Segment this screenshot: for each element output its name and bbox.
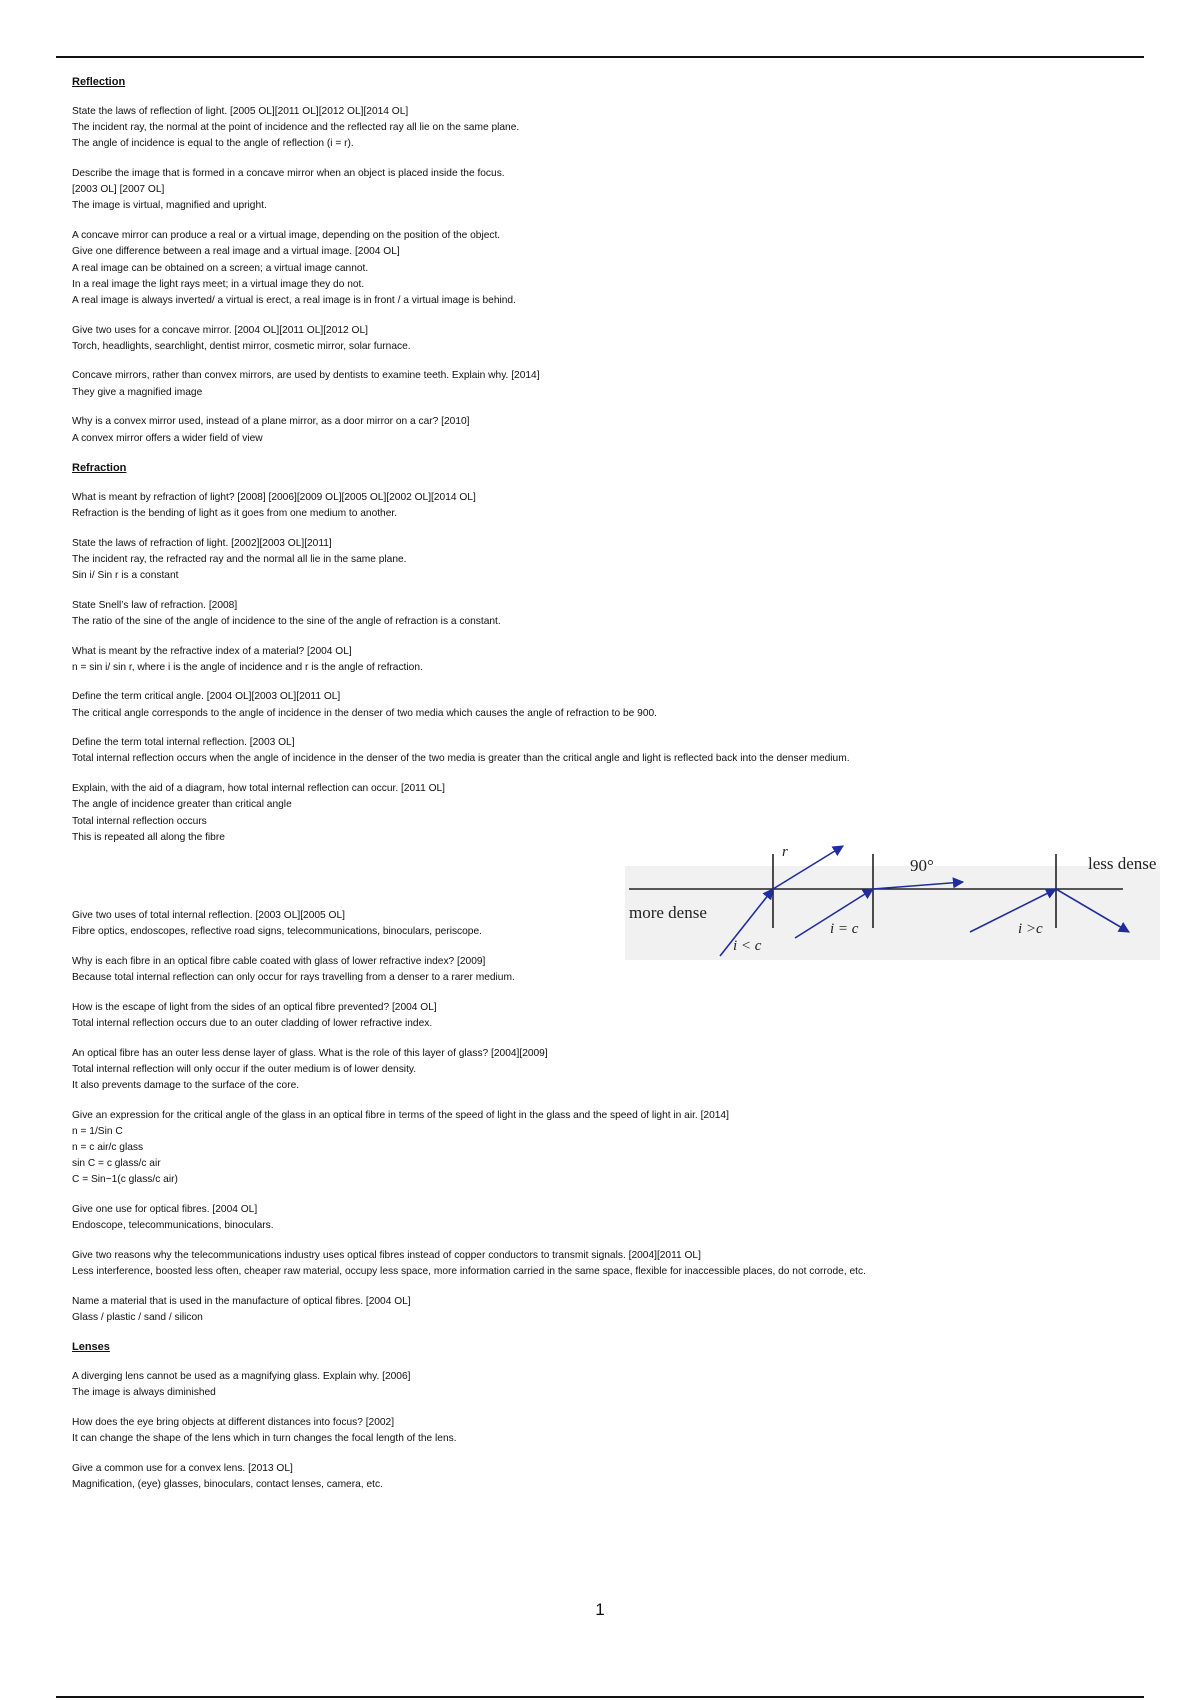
answer-line: n = c air/c glass xyxy=(72,1142,144,1153)
answer-line: Total internal reflection occurs due to an outer cladding of lower refractive index. xyxy=(72,1017,433,1029)
answer-line: Sin i/ Sin r is a constant xyxy=(72,569,179,581)
qa-block xyxy=(72,1461,1132,1493)
label-90: 90° xyxy=(910,856,934,875)
top-rule xyxy=(56,56,1144,58)
question-line: How does the eye bring objects at different distances into focus? [2002] xyxy=(72,1417,395,1429)
answer-line: n = 1/Sin C xyxy=(72,1125,123,1137)
answer-line: Torch, headlights, searchlight, dentist mirror, cosmetic mirror, solar furnace. xyxy=(72,340,411,352)
answer-line: This is repeated all along the fibre xyxy=(72,831,225,843)
qa-block xyxy=(72,1415,1132,1447)
qa-block xyxy=(72,1108,1132,1189)
qa-block xyxy=(72,323,1132,355)
answer-line: Magnification, (eye) glasses, binoculars, contact lenses, camera, etc. xyxy=(72,1479,383,1491)
qa-block xyxy=(72,1046,1132,1095)
answer-line: The image is always diminished xyxy=(72,1387,216,1399)
qa-block xyxy=(72,1000,1132,1032)
question-line: Describe the image that is formed in a concave mirror when an object is placed inside the focus. xyxy=(72,168,505,180)
page-number: 1 xyxy=(595,1600,605,1619)
answer-line: n = sin i/ sin r, where i is the angle of incidence and r is the angle of refraction. xyxy=(72,661,423,673)
answer-line: sin C = c glass/c air xyxy=(72,1158,161,1170)
qa-block xyxy=(72,536,1132,585)
total-internal-reflection-diagram xyxy=(625,838,1160,963)
qa-block xyxy=(72,1294,1132,1326)
answer-line: In a real image the light rays meet; in a virtual image they do not. xyxy=(72,278,365,290)
qa-block xyxy=(72,104,1132,153)
answer-line: Total internal reflection will only occur if the outer medium is of lower density. xyxy=(72,1063,417,1075)
question-line: Define the term total internal reflection. [2003 OL] xyxy=(72,737,295,749)
label-i-gt-c: i >c xyxy=(1018,921,1043,937)
label-more-dense: more dense xyxy=(629,903,707,922)
question-line: State the laws of reflection of light. [2005 OL][2011 OL][2012 OL][2014 OL] xyxy=(72,106,409,117)
section-title: Reflection xyxy=(72,76,126,88)
qa-block xyxy=(72,1369,1132,1401)
question-line: State Snell’s law of refraction. [2008] xyxy=(72,599,238,611)
answer-line: Fibre optics, endoscopes, reflective road signs, telecommunications, binoculars, periscope. xyxy=(72,926,482,938)
answer-line: They give a magnified image xyxy=(72,386,203,398)
qa-block xyxy=(72,598,1132,630)
question-line: What is meant by refraction of light? [2008] [2006][2009 OL][2005 OL][2002 OL][2014 OL] xyxy=(72,491,476,503)
label-i-eq-c: i = c xyxy=(830,921,859,937)
answer-line: Refraction is the bending of light as it goes from one medium to another. xyxy=(72,507,398,519)
question-line: An optical fibre has an outer less dense layer of glass. What is the role of this layer of glass? [2004][2009] xyxy=(72,1047,548,1059)
answer-line: The incident ray, the refracted ray and the normal all lie in the same plane. xyxy=(72,553,407,565)
document-body xyxy=(72,74,1132,1493)
label-i-less-c: i < c xyxy=(733,938,762,954)
answer-line: A real image can be obtained on a screen; a virtual image cannot. xyxy=(72,262,369,274)
question-line: Concave mirrors, rather than convex mirrors, are used by dentists to examine teeth. Explain why. [2014] xyxy=(72,370,540,382)
answer-line: It can change the shape of the lens which in turn changes the focal length of the lens. xyxy=(72,1433,457,1445)
qa-block xyxy=(72,1248,1132,1280)
question-line: A diverging lens cannot be used as a magnifying glass. Explain why. [2006] xyxy=(72,1371,411,1383)
qa-block xyxy=(72,1202,1132,1234)
answer-line: The critical angle corresponds to the angle of incidence in the denser of two media which causes the angle of refraction to be 900. xyxy=(72,707,658,719)
answer-line: The angle of incidence is equal to the angle of reflection (i = r). xyxy=(72,138,354,150)
answer-line: Total internal reflection occurs when the angle of incidence in the denser of the two media is greater than the critical angle and light is reflected back into the denser medium. xyxy=(72,753,850,765)
question-line: Give a common use for a convex lens. [2013 OL] xyxy=(72,1462,293,1474)
qa-block xyxy=(72,228,1132,309)
answer-line: C = Sin−1(c glass/c air) xyxy=(72,1174,178,1186)
question-line: Give one use for optical fibres. [2004 OL] xyxy=(72,1204,258,1216)
answer-line: The angle of incidence greater than critical angle xyxy=(72,799,292,811)
label-less-dense: less dense xyxy=(1088,854,1157,873)
question-line: Name a material that is used in the manufacture of optical fibres. [2004 OL] xyxy=(72,1295,411,1307)
question-line: Why is each fibre in an optical fibre cable coated with glass of lower refractive index? [2009] xyxy=(72,955,486,967)
qa-block xyxy=(72,368,1132,400)
question-line: Define the term critical angle. [2004 OL][2003 OL][2011 OL] xyxy=(72,691,341,703)
qa-block xyxy=(72,414,1132,446)
question-line: Give an expression for the critical angle of the glass in an optical fibre in terms of the speed of light in the glass and the speed of light in air. [2014] xyxy=(72,1109,729,1121)
question-line: Give two uses of total internal reflection. [2003 OL][2005 OL] xyxy=(72,909,345,921)
question-line: Give two reasons why the telecommunications industry uses optical fibres instead of copper conductors to transmit signals. [2004][2011 OL] xyxy=(72,1249,701,1261)
answer-line: Total internal reflection occurs xyxy=(72,815,207,827)
qa-block xyxy=(72,490,1132,522)
question-line: How is the escape of light from the sides of an optical fibre prevented? [2004 OL] xyxy=(72,1001,437,1013)
answer-line: A real image is always inverted/ a virtual is erect, a real image is in front / a virtual image is behind. xyxy=(72,294,516,306)
question-line: What is meant by the refractive index of a material? [2004 OL] xyxy=(72,645,352,657)
qa-block xyxy=(72,735,1132,767)
answer-line: Glass / plastic / sand / silicon xyxy=(72,1312,203,1323)
label-r: r xyxy=(782,844,788,860)
answer-line: The incident ray, the normal at the point of incidence and the reflected ray all lie on the same plane. xyxy=(72,122,520,134)
answer-line: Because total internal reflection can only occur for rays travelling from a denser to a rarer medium. xyxy=(72,972,515,983)
question-line: A concave mirror can produce a real or a virtual image, depending on the position of the object. xyxy=(72,230,501,242)
section-title: Lenses xyxy=(72,1341,110,1354)
answer-line: Endoscope, telecommunications, binoculars. xyxy=(72,1220,274,1232)
question-line: State the laws of refraction of light. [2002][2003 OL][2011] xyxy=(72,537,332,549)
answer-line: The ratio of the sine of the angle of incidence to the sine of the angle of refraction is a constant. xyxy=(72,615,501,627)
answer-line: The image is virtual, magnified and upright. xyxy=(72,200,267,212)
tir-diagram-svg xyxy=(625,838,1160,963)
question-line: Why is a convex mirror used, instead of a plane mirror, as a door mirror on a car? [2010] xyxy=(72,416,470,428)
answer-line: [2003 OL] [2007 OL] xyxy=(72,184,165,196)
qa-block xyxy=(72,644,1132,676)
section-title: Refraction xyxy=(72,461,127,474)
question-line: Explain, with the aid of a diagram, how total internal reflection can occur. [2011 OL] xyxy=(72,783,445,795)
answer-line: Give one difference between a real image and a virtual image. [2004 OL] xyxy=(72,246,400,258)
question-line: Give two uses for a concave mirror. [2004 OL][2011 OL][2012 OL] xyxy=(72,324,368,336)
qa-block xyxy=(72,689,1132,721)
answer-line: Less interference, boosted less often, cheaper raw material, occupy less space, more information carried in the same space, flexible for inaccessible places, do not corrode, etc. xyxy=(72,1266,866,1278)
answer-line: It also prevents damage to the surface of the core. xyxy=(72,1079,300,1091)
bottom-rule xyxy=(56,1696,1144,1698)
qa-block xyxy=(72,166,1132,215)
answer-line: A convex mirror offers a wider field of view xyxy=(72,432,263,444)
